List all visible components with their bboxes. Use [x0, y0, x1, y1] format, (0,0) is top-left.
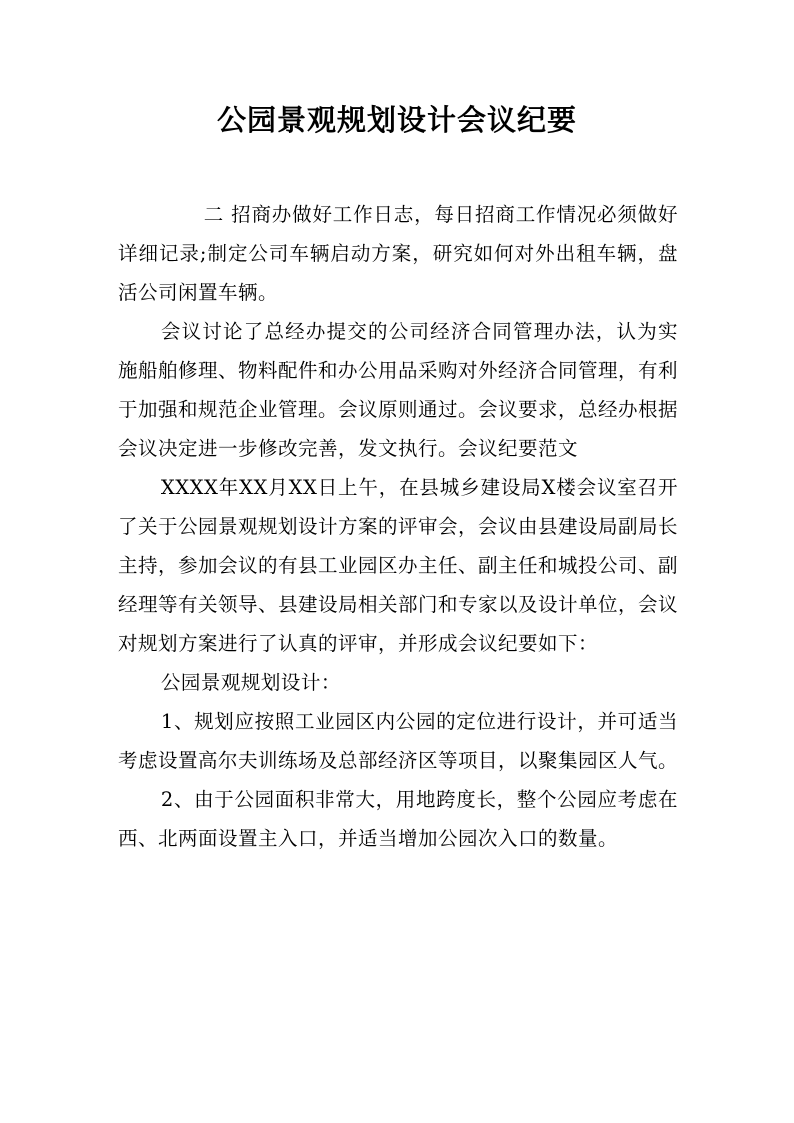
document-body [118, 195, 678, 858]
paragraph-item-1: 1、规划应按照工业园区内公园的定位进行设计，并可适当考虑设置高尔夫训练场及总部经济区等项目，以聚集园区人气。 [118, 710, 679, 772]
paragraph-item-2: 2、由于公园面积非常大，用地跨度长，整个公园应考虑在西、北两面设置主入口，并适当增加公园次入口的数量。 [118, 788, 678, 850]
paragraph-contract-management: 会议讨论了总经办提交的公司经济合同管理办法，认为实施船舶修理、物料配件和办公用品采购对外经济合同管理，有利于加强和规范企业管理。会议原则通过。会议要求，总经办根据会议决定进一步修改完善，发文执行。会议纪要范文 [118, 320, 679, 460]
document-title: 公园景观规划设计会议纪要 [216, 103, 577, 137]
paragraph-merchant-office: 二 招商办做好工作日志，每日招商工作情况必须做好详细记录;制定公司车辆启动方案，研究如何对外出租车辆，盘活公司闲置车辆。 [118, 203, 678, 304]
paragraph-review-meeting: XXXX年XX月XX日上午，在县城乡建设局X楼会议室召开了关于公园景观规划设计方案的评审会，会议由县建设局副局长主持，参加会议的有县工业园区办主任、副主任和城投公司、副经理等有关领导、县建设局相关部门和专家以及设计单位，会议对规划方案进行了认真的评审，并形成会议纪要如下： [118, 476, 679, 655]
paragraph-section-heading: 公园景观规划设计： [160, 671, 341, 694]
